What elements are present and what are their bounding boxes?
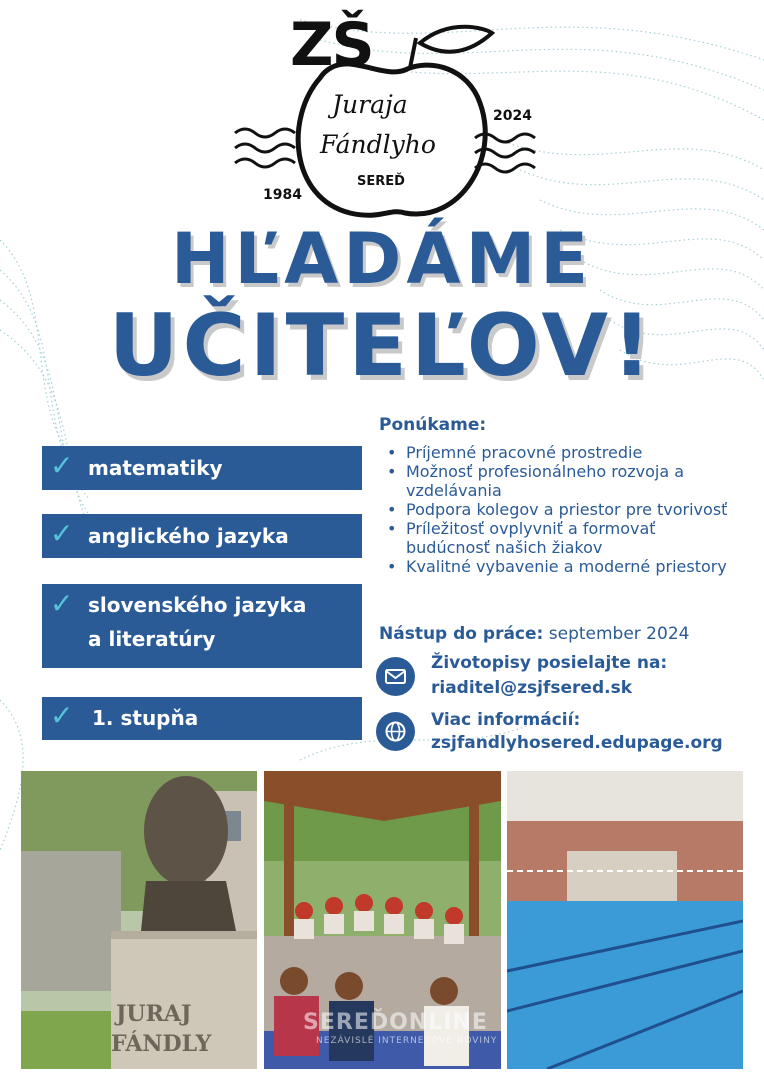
logo-zs: ZŠ [290,10,373,80]
subject-box-english [42,514,362,558]
statue-inscription-1: JURAJ [116,1001,192,1027]
photo-statue [21,771,257,1069]
check-icon: ✓ [50,449,74,482]
logo-name-line1: Juraja [332,90,408,119]
school-logo [230,8,550,223]
logo-name-line2: Fándlyho [320,130,436,159]
cv-email-link[interactable]: riaditel@zsjfsered.sk [431,678,633,698]
offer-title: Ponúkame: [379,415,487,435]
check-icon: ✓ [50,587,74,620]
subject-box-primary [42,697,362,740]
logo-year-start: 1984 [263,187,302,203]
offer-list [383,443,743,576]
offer-item: • Možnosť profesionálneho rozvoja a vzdelávania [383,462,743,500]
watermark-text: SEREĎONLINE [303,1010,488,1035]
subject-label: slovenského jazyka [88,593,307,617]
offer-item: • Príležitosť ovplyvniť a formovať budúcnosť našich žiakov [383,519,743,557]
subject-label: 1. stupňa [92,706,199,730]
subject-box-math [42,446,362,490]
globe-icon [376,712,415,751]
offer-item: • Príjemné pracovné prostredie [383,443,743,462]
check-icon: ✓ [50,517,74,550]
headline-line2: UČITEĽOV! [108,296,656,396]
check-icon: ✓ [50,699,74,732]
watermark-subtext: NEZÁVISLÉ INTERNETOVÉ NOVINY [316,1036,498,1046]
subject-label: matematiky [88,456,223,480]
cv-label: Životopisy posielajte na: [431,653,668,673]
subject-label-cont: a literatúry [88,627,216,651]
subject-box-slovak [42,584,362,668]
start-date [379,624,689,644]
envelope-icon [376,657,415,696]
offer-item: • Kvalitné vybavenie a moderné priestory [383,557,743,576]
statue-inscription-2: FÁNDLY [111,1031,212,1057]
headline-line1: HĽADÁME [170,218,594,300]
subject-label: anglického jazyka [88,524,289,548]
logo-town: SEREĎ [357,174,405,189]
logo-year-end: 2024 [493,108,532,124]
photo-swimming-pool [507,771,743,1069]
info-url-link[interactable]: zsjfandlyhosered.edupage.org [431,733,723,753]
offer-item: • Podpora kolegov a priestor pre tvorivosť [383,500,743,519]
start-label: Nástup do práce: [379,624,544,644]
info-label: Viac informácií: [431,710,581,730]
start-value: september 2024 [548,624,690,644]
